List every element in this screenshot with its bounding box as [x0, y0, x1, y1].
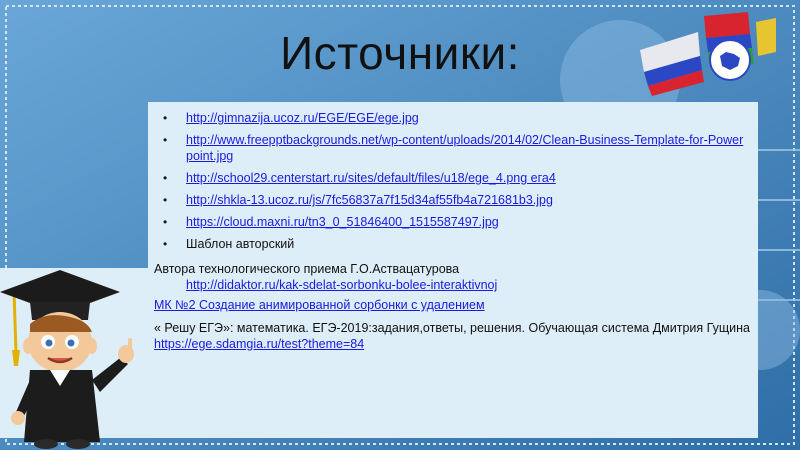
source-link-3[interactable]: http://school29.centerstart.ru/sites/default/files/u18/ege_4.png ега4	[186, 171, 556, 185]
bullet-icon: •	[163, 133, 168, 147]
list-item	[150, 132, 750, 164]
mk-link[interactable]: МК №2 Создание анимированной сорбонки с удалением	[154, 298, 485, 312]
bullet-icon: •	[163, 111, 168, 125]
reshu-ege-text: « Решу ЕГЭ»: математика. ЕГЭ-2019:задания,ответы, решения. Обучающая система Дмитрия Гущина	[154, 321, 750, 335]
list-item	[150, 110, 750, 126]
graduate-boy-illustration-icon	[0, 262, 150, 450]
source-link-1[interactable]: http://gimnazija.ucoz.ru/EGE/EGE/ege.jpg	[186, 111, 419, 125]
reshu-ege-paragraph	[154, 320, 754, 352]
sources-list	[150, 110, 750, 258]
source-link-5[interactable]: https://cloud.maxni.ru/tn3_0_51846400_1515587497.jpg	[186, 215, 499, 229]
bullet-icon: •	[163, 171, 168, 185]
list-item	[150, 214, 750, 230]
mk-paragraph	[154, 297, 754, 313]
author-text: Автора технологического приема Г.О.Аствацатурова	[154, 262, 460, 276]
bullet-icon: •	[163, 215, 168, 229]
list-item	[150, 236, 750, 252]
list-item	[150, 192, 750, 208]
source-link-4[interactable]: http://shkla-13.ucoz.ru/js/7fc56837a7f15d34af55fb4a721681b3.jpg	[186, 193, 553, 207]
source-link-2[interactable]: http://www.freepptbackgrounds.net/wp-content/uploads/2014/02/Clean-Business-Template-for-Powerpoint.jpg	[186, 133, 744, 163]
reshu-ege-link[interactable]: https://ege.sdamgia.ru/test?theme=84	[154, 337, 365, 351]
template-note: Шаблон авторский	[186, 237, 295, 251]
content-panel-lower	[148, 268, 758, 438]
author-link[interactable]: http://didaktor.ru/kak-sdelat-sorbonku-bolee-interaktivnoj	[186, 278, 498, 292]
bullet-icon: •	[163, 237, 168, 251]
flag-emblem-icon	[638, 12, 778, 104]
bullet-icon: •	[163, 193, 168, 207]
list-item	[150, 170, 750, 186]
slide-title: Источники:	[280, 27, 520, 79]
author-paragraph	[154, 261, 754, 293]
